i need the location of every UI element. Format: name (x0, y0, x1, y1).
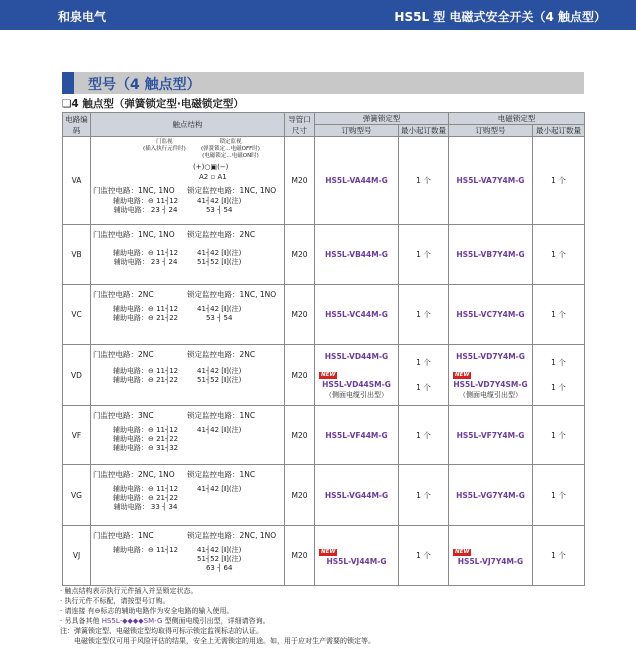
solenoid-part-number: HS5L-VD7Y4M-G (456, 351, 525, 361)
col-moq: 最小起订数量 (399, 125, 449, 137)
door-monitor-circuit: 门监控电路：1NC, 1NO (93, 186, 175, 195)
col-order-no: 订购型号 (315, 125, 399, 137)
new-badge: NEW (321, 371, 336, 378)
contact-diagram (91, 225, 285, 285)
contact-diagram (91, 285, 285, 345)
footnote: · 触点结构表示执行元件插入并呈锁定状态。 (60, 587, 198, 595)
col-solenoid-lock: 电磁锁定型 (449, 113, 585, 125)
model-table (62, 112, 585, 586)
solenoid-moq: 1 个 (533, 526, 585, 586)
conduit-size: M20 (285, 406, 315, 465)
side-cable-model: HS5L-◆◆◆◆SM-G (101, 617, 163, 625)
solenoid-moq: 1 个 (533, 406, 585, 465)
lock-contacts: 41┤42 [𝐈](注) (197, 426, 242, 434)
spring-moq: 1 个 (399, 285, 449, 345)
section-title: 型号（4 触点型） (88, 77, 201, 93)
aux-circuit: 辅助电路：⊖ 11┤12 辅助电路：⊖ 21┤22 辅助电路：⊖ 31┤32 (113, 426, 179, 452)
table-row (63, 137, 585, 225)
spring-part-number: HS5L-VD44M-G (324, 351, 389, 361)
circuit-code: VJ (63, 526, 91, 586)
spring-moq-cell (399, 345, 449, 406)
section-marker (62, 72, 74, 94)
lock-monitor-label: 锁定监视 (弹簧锁定…电磁OFF时) (电磁锁定…电磁ON时) (201, 139, 260, 159)
lock-monitor-circuit: 锁定监控电路：1NC, 1NO (187, 290, 277, 299)
spring-part-cell (315, 345, 399, 406)
conduit-size: M20 (285, 465, 315, 526)
lock-contacts: 41┤42 [𝐈](注) 53 ┤ 54 (197, 197, 242, 214)
brand-name: 和泉电气 (58, 10, 107, 24)
solenoid-moq-cell (533, 345, 585, 406)
conduit-size: M20 (285, 526, 315, 586)
spring-part-number: HS5L-VC44M-G (315, 285, 399, 345)
contact-diagram (91, 526, 285, 586)
spring-moq: 1 个 (399, 526, 449, 586)
door-monitor-circuit: 门监控电路：1NC (93, 531, 154, 540)
new-badge: NEW (321, 548, 336, 555)
footnote: · 另具备其他 HS5L-◆◆◆◆SM-G 型侧面电缆引出型，详细请咨询。 (60, 617, 270, 625)
table-row (63, 406, 585, 465)
lock-monitor-circuit: 锁定监控电路：2NC, 1NO (187, 531, 277, 540)
circuit-code: VG (63, 465, 91, 526)
door-monitor-circuit: 门监控电路：2NC (93, 290, 154, 299)
solenoid-part-number: HS5L-VG7Y4M-G (449, 465, 533, 526)
conduit-size: M20 (285, 225, 315, 285)
spring-part-number: HS5L-VF44M-G (315, 406, 399, 465)
aux-circuit: 辅助电路：⊖ 11┤12 辅助电路： 23 ┤ 24 (113, 249, 179, 266)
new-badge: NEW (455, 548, 470, 555)
aux-circuit: 辅助电路：⊖ 11┤12 (113, 546, 179, 554)
col-circuit-code: 电路编码 (63, 113, 91, 137)
solenoid-part-number: HS5L-VF7Y4M-G (449, 406, 533, 465)
aux-circuit: 辅助电路：⊖ 11┤12 辅助电路：⊖ 21┤22 (113, 305, 179, 322)
footnote: · 请连接 有⊖标志的辅助电路作为安全电路的输入使用。 (60, 607, 234, 615)
spring-moq: 1 个 (399, 137, 449, 225)
solenoid-alt-note: （侧面电缆引出型） (459, 390, 522, 399)
aux-circuit: 辅助电路：⊖ 11┤12 辅助电路： 23 ┤ 24 (113, 197, 179, 214)
solenoid-part-number: HS5L-VA7Y4M-G (449, 137, 533, 225)
circuit-code: VC (63, 285, 91, 345)
spring-part-number: HS5L-VJ44M-G (326, 556, 387, 566)
lock-monitor-circuit: 锁定监控电路：1NC (187, 411, 256, 420)
footnotes (60, 586, 600, 646)
table-row (63, 526, 585, 586)
spring-part-number-alt: HS5L-VD44SM-G (322, 379, 391, 389)
spring-part-number: HS5L-VA44M-G (315, 137, 399, 225)
solenoid-part-number-alt: HS5L-VD7Y4SM-G (453, 379, 528, 389)
footnote: · 执行元件不标配，请按型号订购。 (60, 597, 170, 605)
col-contact-structure: 触点结构 (91, 113, 285, 137)
solenoid-part-number: HS5L-VJ7Y4M-G (457, 556, 524, 566)
contact-diagram (91, 137, 285, 225)
spring-moq-alt: 1 个 (416, 383, 431, 392)
col-conduit: 导管口尺寸 (285, 113, 315, 137)
spring-moq: 1 个 (416, 358, 431, 367)
lock-contacts: 41┤42 [𝐈](注) 53 ┤ 54 (197, 305, 242, 322)
solenoid-part-cell (449, 345, 533, 406)
spring-part-cell (315, 526, 399, 586)
spring-alt-note: （侧面电缆引出型） (325, 390, 388, 399)
col-moq: 最小起订数量 (533, 125, 585, 137)
spring-part-number: HS5L-VB44M-G (315, 225, 399, 285)
solenoid-part-number: HS5L-VB7Y4M-G (449, 225, 533, 285)
subheading: ❑4 触点型（弹簧锁定型·电磁锁定型） (62, 98, 244, 110)
door-monitor-label: 门监视 (插入执行元件时) (143, 139, 186, 152)
solenoid-part-number: HS5L-VC7Y4M-G (449, 285, 533, 345)
contact-diagram (91, 465, 285, 526)
solenoid-moq: 1 个 (533, 137, 585, 225)
spring-moq: 1 个 (399, 225, 449, 285)
spring-part-number: HS5L-VG44M-G (315, 465, 399, 526)
solenoid-moq-alt: 1 个 (551, 383, 566, 392)
conduit-size: M20 (285, 137, 315, 225)
lock-monitor-circuit: 锁定监控电路：1NC (187, 470, 256, 479)
lock-contacts: 41┤42 [𝐈](注) (197, 485, 242, 493)
col-spring-lock: 弹簧锁定型 (315, 113, 449, 125)
footnote: 电磁锁定型仅可用于风险评估的结果，安全上无需锁定的用途。如，用于应对生产需要的锁定等。 (60, 637, 375, 645)
door-monitor-circuit: 门监控电路：3NC (93, 411, 154, 420)
lock-monitor-circuit: 锁定监控电路：1NC, 1NO (187, 186, 277, 195)
lock-contacts: 41┤42 [𝐈](注) 51┤52 [𝐈](注) (197, 249, 242, 266)
table-row (63, 225, 585, 285)
spring-moq: 1 个 (399, 406, 449, 465)
spring-moq: 1 个 (399, 465, 449, 526)
solenoid-moq: 1 个 (533, 465, 585, 526)
contact-diagram (91, 345, 285, 406)
lock-contacts: 41┤42 [𝐈](注) 51┤52 [𝐈](注) 63 ┤ 64 (197, 546, 242, 572)
col-order-no: 订购型号 (449, 125, 533, 137)
door-monitor-circuit: 门监控电路：1NC, 1NO (93, 230, 175, 239)
table-row (63, 285, 585, 345)
footnote: 注：弹簧锁定型、电磁锁定型均取得可标示锁定监视标志的认证。 (60, 627, 263, 635)
lock-contacts: 41┤42 [𝐈](注) 51┤52 [𝐈](注) (197, 367, 242, 384)
circuit-code: VF (63, 406, 91, 465)
door-monitor-circuit: 门监控电路：2NC, 1NO (93, 470, 175, 479)
solenoid-terminals: A2 ▫ A1 (199, 173, 227, 181)
solenoid-moq: 1 个 (551, 358, 566, 367)
header-bar (0, 0, 636, 30)
solenoid-moq: 1 个 (533, 225, 585, 285)
table-row (63, 465, 585, 526)
solenoid-part-cell (449, 526, 533, 586)
circuit-code: VD (63, 345, 91, 406)
solenoid-moq: 1 个 (533, 285, 585, 345)
door-monitor-circuit: 门监控电路：2NC (93, 350, 154, 359)
new-badge: NEW (455, 371, 470, 378)
page-title: HS5L 型 电磁式安全开关（4 触点型） (394, 10, 606, 24)
section-heading (62, 72, 584, 94)
conduit-size: M20 (285, 345, 315, 406)
table-row (63, 345, 585, 406)
conduit-size: M20 (285, 285, 315, 345)
circuit-code: VA (63, 137, 91, 225)
contact-diagram (91, 406, 285, 465)
aux-circuit: 辅助电路：⊖ 11┤12 辅助电路：⊖ 21┤22 辅助电路： 33 ┤ 34 (113, 485, 179, 511)
aux-circuit: 辅助电路：⊖ 11┤12 辅助电路：⊖ 21┤22 (113, 367, 179, 384)
solenoid-polarity: (+)○▣(−) (193, 163, 229, 171)
lock-monitor-circuit: 锁定监控电路：2NC (187, 230, 256, 239)
lock-monitor-circuit: 锁定监控电路：2NC (187, 350, 256, 359)
circuit-code: VB (63, 225, 91, 285)
